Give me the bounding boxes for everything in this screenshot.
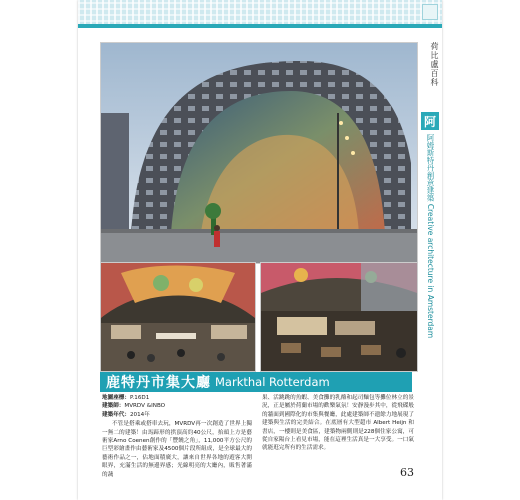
map-value: P.16D1 [129,395,150,401]
title-chinese: 鹿特丹市集大廳 [106,375,211,391]
info-block [102,394,252,479]
map-label: 地圖座標： [102,395,130,401]
article-title-bar [100,372,412,392]
info-map-row [102,394,252,402]
markthal-interior-photo-left [100,262,256,372]
body-text-right: 果、活跳跳的魚蝦、美食攤的乳酪和起司麵包等攤位林立的景況，正是屬於荷蘭市場的歡樂氣氛！安靜漫步其中，從飛碟般的牆面到國際化的市集與餐廳，此處建築師不遺餘力地展現了建築與生活的完美結合。在底層有大型超市 Albert Heijn 和書店，一樓則是美食區，建築物兩側則是228個住家公寓，可從自家陽台上看見市場，能在這裡生活真是一大享受。一口氣就能逛完所有的生活需求。 [262,395,414,452]
markthal-exterior-photo [100,42,418,264]
chapter-marker: 阿 [421,112,439,130]
markthal-interior-photo-right [260,262,418,372]
title-english: Markthal Rotterdam [215,375,330,389]
corner-square-icon [422,4,438,20]
series-label: 荷比盧百科 [430,42,439,87]
info-year-row [102,411,252,419]
year-label: 建築年代： [102,411,130,418]
book-page [78,0,442,500]
side-tab [420,42,440,339]
body-text-left: 不管是搭乘或搭車去玩，MVRDV再一次創造了世界上獨一無二的建築！由馬蹄形的拱頂高約40公尺，抬頭上方是藝術家Arno Coenen創作的「豐饒之角」，11,000平方公尺的巨型彩繪畫作由藝術家及4500個片段所組成，是全球最大的藝術作品之一，佔地面積廣大，讓來自世界各地的遊客大開眼界，充滿生活的無邊界感；光線明亮的大廳內，販售著滿的蔬 [102,421,252,478]
designer-value: MVRDV &INBO [124,403,166,410]
page-number: 63 [400,466,414,479]
info-designer-row [102,402,252,410]
designer-label: 建築師： [102,403,125,410]
year-value: 2014年 [129,411,150,418]
chapter-title: 阿姆斯特丹創意建築 Creative architecture in Amsterdam [426,134,435,339]
header-pattern-band [78,0,442,28]
